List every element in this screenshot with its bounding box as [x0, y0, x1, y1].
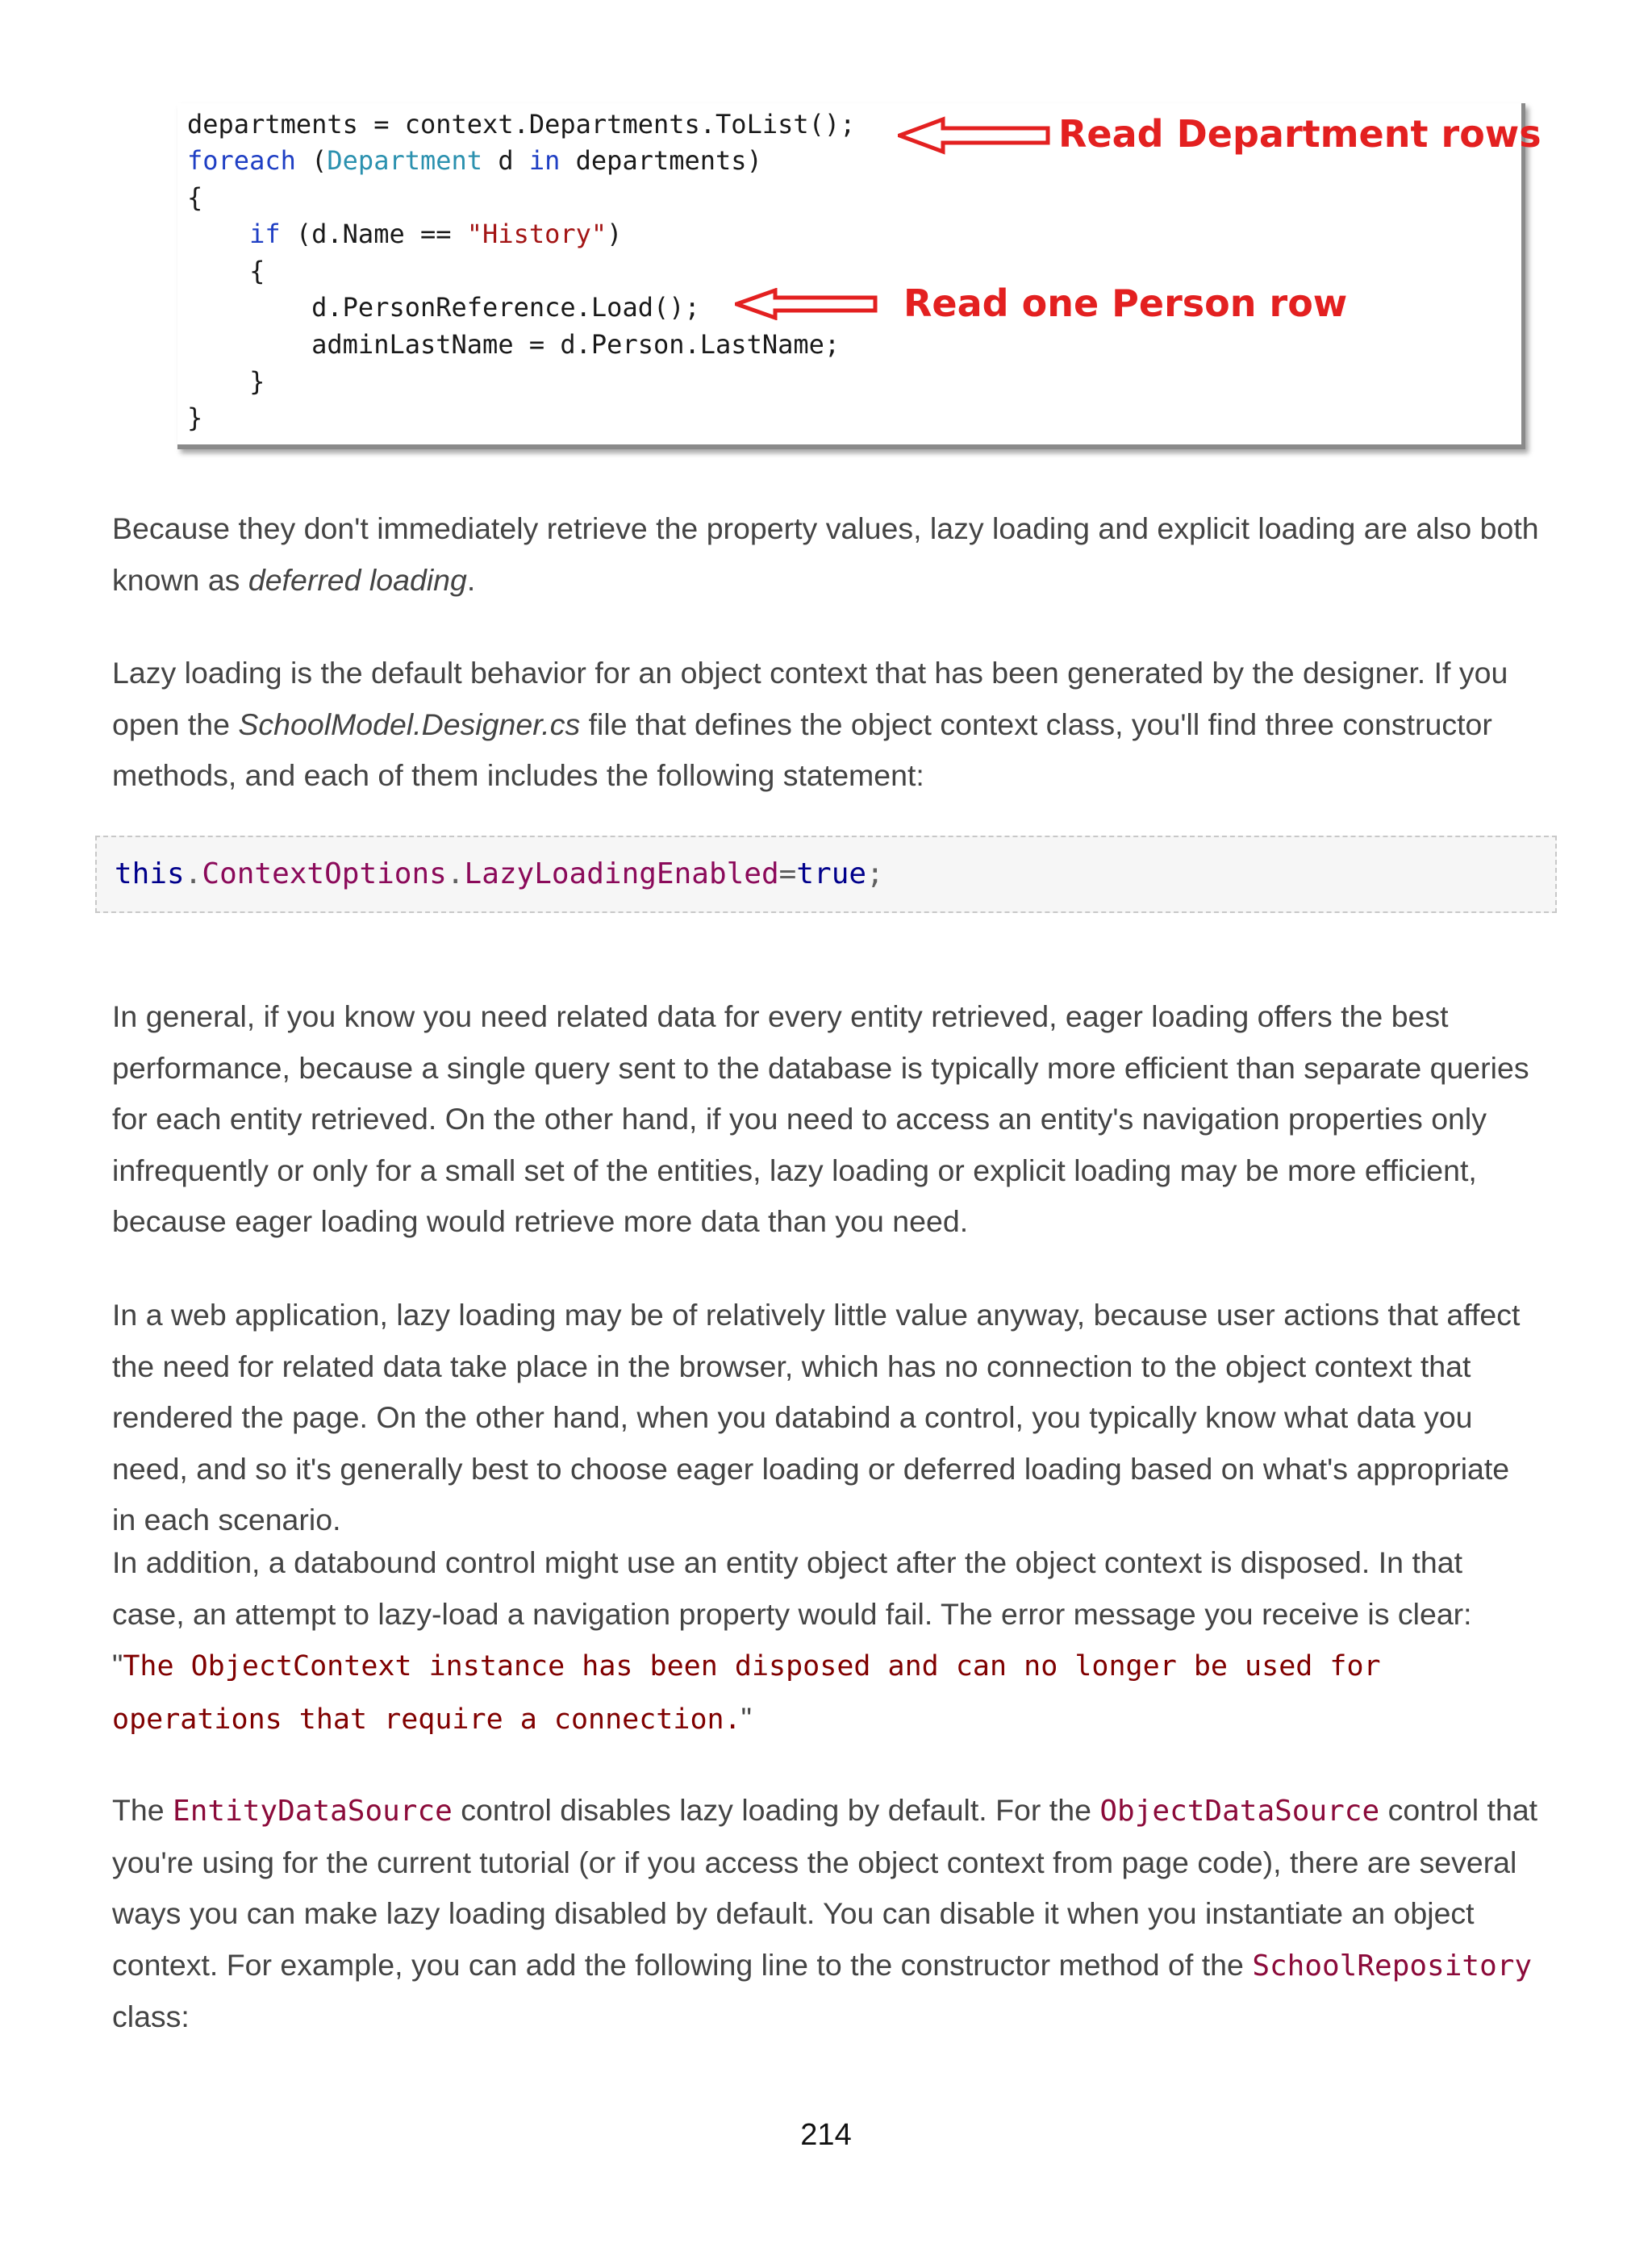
para6-t4: class: — [112, 1999, 190, 2033]
para6-t2: control disables lazy loading by default. For the — [452, 1793, 1100, 1827]
paragraph-web-application: In a web application, lazy loading may be of relatively little value anyway, because user actions that affect the need for related data take place in the browser, which has no connection to the object context that rendered the page. On the other hand, when you databind a control, you typically know what data you need, and so it's generally best to choose eager loading or deferred loading based on what's appropriate in each scenario. — [112, 1298, 1521, 1537]
code-line — [187, 291, 700, 323]
code-token: } — [187, 402, 203, 433]
paragraph-deferred-loading — [112, 503, 1540, 606]
paragraph-eager-performance: In general, if you know you need related data for every entity retrieved, eager loading offers the best performance, because a single query sent to the database is typically more efficient than separate queries for each entity retrieved. On the other hand, if you need to access an entity's navigation properties only infrequently or only for a small set of the entities, lazy loading or explicit loading may be more efficient, because eager loading would retrieve more data than you need. — [112, 999, 1529, 1238]
code-prop-lazyloading: LazyLoadingEnabled — [464, 857, 779, 890]
left-arrow-icon — [898, 116, 1051, 155]
code-token: Department — [327, 145, 483, 176]
code-line — [187, 255, 265, 287]
code-token: in — [528, 145, 561, 176]
code-token: } — [187, 366, 265, 397]
page-number: 214 — [800, 2118, 852, 2152]
code-token: { — [187, 182, 203, 213]
annotation-person-row: Read one Person row — [903, 281, 1348, 325]
code-token: if — [249, 219, 281, 249]
code-line — [187, 328, 840, 361]
code-line — [187, 108, 855, 140]
code-token: "History" — [466, 219, 607, 249]
code-snippet — [115, 858, 884, 890]
code-prop-contextoptions: ContextOptions — [202, 857, 447, 890]
code-semicolon: ; — [866, 857, 884, 890]
code-line — [187, 144, 762, 177]
code-token: departments = context.Departments.ToList(); — [187, 109, 856, 140]
code-token: d — [482, 145, 529, 176]
code-token: ( — [295, 145, 327, 176]
code-objectdatasource: ObjectDataSource — [1099, 1795, 1380, 1828]
code-token: ) — [607, 219, 623, 249]
para1-end: . — [466, 562, 476, 597]
code-line — [187, 365, 265, 398]
code-schoolrepository: SchoolRepository — [1252, 1949, 1533, 1983]
code-line — [187, 181, 202, 214]
code-token: { — [187, 256, 265, 286]
filename-designer: SchoolModel.Designer.cs — [238, 707, 581, 741]
paragraph-lazy-default — [112, 648, 1540, 802]
code-token: departments) — [560, 145, 762, 176]
code-token: adminLastName = d.Person.LastName; — [187, 329, 841, 360]
code-true: true — [796, 857, 867, 890]
code-dot: . — [446, 857, 465, 890]
para6-t1: The — [112, 1793, 173, 1827]
paragraph-datasource — [112, 1785, 1540, 2043]
code-line — [187, 402, 202, 434]
para2-before: Lazy loading is the default behavior for an object context that has been generated by the designer. If you open the — [112, 656, 1508, 741]
code-figure — [177, 103, 1541, 449]
code-equals: = — [778, 857, 797, 890]
code-dot: . — [184, 857, 202, 890]
code-token: foreach — [187, 145, 296, 176]
error-message-code: The ObjectContext instance has been disposed and can no longer be used for operations that require a connection. — [112, 1650, 1381, 1736]
term-deferred-loading: deferred loading — [248, 562, 467, 597]
para5-after: " — [740, 1700, 752, 1735]
code-token: (d.Name == — [280, 219, 467, 249]
para1-text: Because they don't immediately retrieve the property values, lazy loading and explicit loading are also both known as — [112, 511, 1539, 597]
para6-t3: control that you're using for the current tutorial (or if you access the object context from page code), there are several ways you can make lazy loading disabled by default. You can disable it when you instantiate an object context. For example, you can add the following line to the constructor method of the — [112, 1793, 1538, 1982]
para2-after: file that defines the object context class, you'll find three constructor methods, and each of them includes the following statement: — [112, 707, 1492, 792]
code-snippet-box — [95, 836, 1557, 913]
code-token: d.PersonReference.Load(); — [187, 292, 700, 323]
annotation-department-rows: Read Department rows — [1058, 112, 1541, 156]
code-line — [187, 218, 622, 250]
paragraph-disposed-context — [112, 1537, 1540, 1745]
code-entitydatasource: EntityDataSource — [173, 1795, 453, 1828]
left-arrow-icon — [735, 288, 878, 320]
code-this: this — [115, 857, 185, 890]
para5-before: In addition, a databound control might use an entity object after the object context is disposed. In that case, an attempt to lazy-load a navigation property would fail. The error message you receive is clear: " — [112, 1545, 1472, 1682]
code-token — [187, 219, 249, 249]
